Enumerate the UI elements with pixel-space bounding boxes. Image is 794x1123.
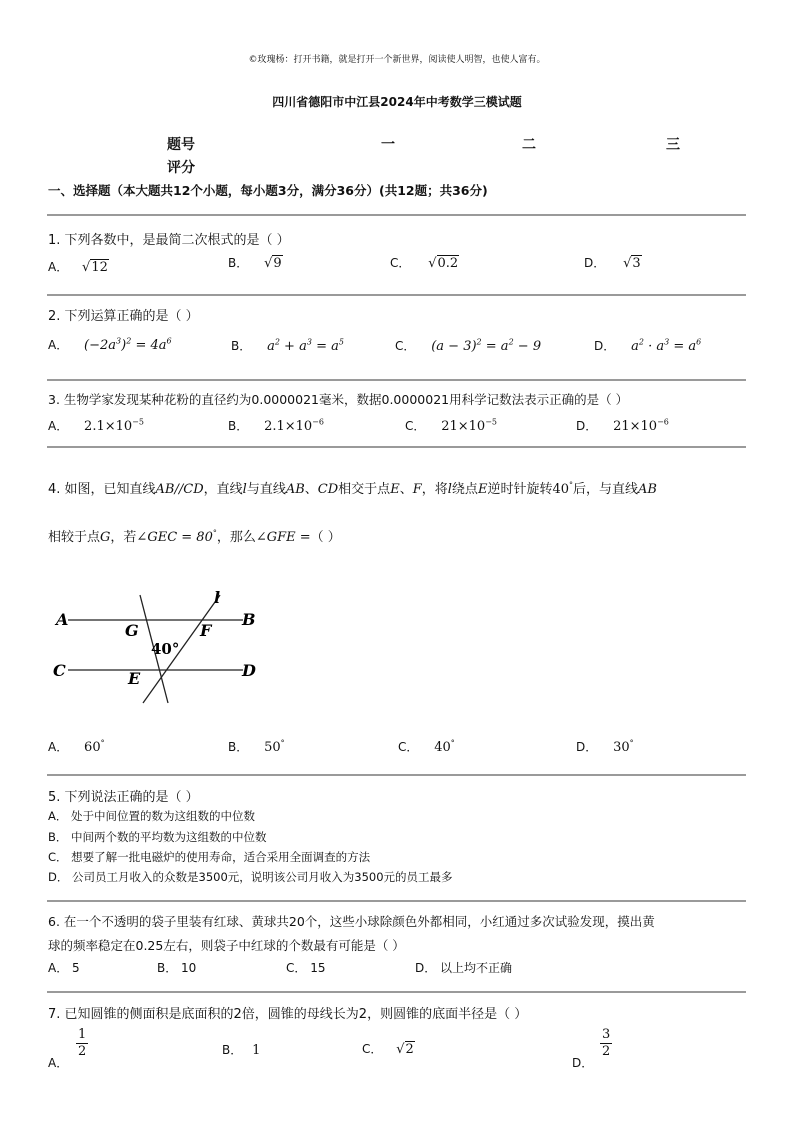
question-3-option-a	[48, 417, 144, 434]
divider	[47, 379, 746, 381]
math-exponent: 5	[338, 337, 344, 347]
math-text: 21×10	[441, 419, 486, 434]
option-label: C．	[398, 740, 419, 754]
label-f: F	[200, 621, 212, 640]
math-text: + a	[279, 339, 307, 354]
text: ，直线	[203, 482, 243, 497]
question-5-option-c: C． 想要了解一批电磁炉的使用寿命，适合采用全面调查的方法	[48, 850, 371, 864]
math-text: )	[121, 338, 127, 353]
question-7-option-d-label: D．	[572, 1056, 594, 1070]
denominator: 2	[602, 1044, 611, 1059]
option-label: A．	[48, 419, 69, 433]
math: E	[390, 482, 400, 497]
math: AB	[638, 482, 657, 497]
option-label: B．	[231, 339, 252, 353]
option-label: B．	[228, 419, 249, 433]
option-label: C．	[395, 339, 416, 353]
radicand: 9	[273, 256, 282, 271]
math-text: 40	[434, 740, 451, 755]
text: 逆时针旋转	[487, 482, 553, 497]
math-text: a	[631, 339, 639, 354]
question-5-option-d: D． 公司员工月收入的众数是3500元，说明该公司月收入为3500元的员工最多	[48, 870, 453, 884]
question-1-stem: 1. 下列各数中，是最简二次根式的是（ ）	[48, 233, 290, 248]
math-exponent: 6	[696, 337, 702, 347]
math-text: (−2a	[84, 338, 117, 353]
math-exponent: 2	[126, 336, 132, 346]
divider	[47, 774, 746, 776]
degree-sign: °	[450, 738, 455, 748]
text: 相较于点	[48, 530, 101, 545]
degree-sign: °	[212, 528, 217, 538]
question-6-stem-line1: 6. 在一个不透明的袋子里装有红球、黄球共20个，这些小球除颜色外都相同，小红通过多次试验发现，摸出黄	[48, 914, 655, 929]
math: ∠GFE =	[255, 530, 311, 545]
question-4-stem-line2	[48, 526, 341, 545]
question-4-figure	[48, 585, 278, 710]
degree-sign: °	[569, 480, 573, 490]
math: l	[447, 482, 452, 497]
question-1-option-a: A． √12	[48, 260, 108, 275]
score-table-col-2: 二	[522, 137, 536, 153]
question-4-option-d	[576, 738, 634, 755]
math-text: · a	[643, 339, 665, 354]
question-1-option-c: C． √0.2	[390, 256, 459, 271]
math: ∠GEC = 80	[136, 530, 213, 545]
radicand: 0.2	[437, 256, 459, 271]
score-table-label-question: 题号	[167, 137, 195, 153]
numerator: 1	[78, 1027, 87, 1042]
question-6-option-b: B． 10	[157, 961, 197, 975]
math: AB	[285, 482, 305, 497]
score-table-col-3: 三	[666, 137, 680, 153]
question-7-option-a-fraction	[76, 1027, 88, 1060]
question-5-option-b: B． 中间两个数的平均数为这组数的中位数	[48, 830, 267, 844]
option-label: D．	[584, 256, 606, 270]
question-1-option-d: D． √3	[584, 256, 641, 271]
header-motto: ©玫瑰杨：打开书籍，就是打开一个新世界，阅读使人明智，也使人富有。	[248, 55, 546, 65]
math-text: = a	[481, 339, 509, 354]
question-6-option-d: D． 以上均不正确	[415, 961, 513, 975]
math: AB//CD	[155, 482, 204, 497]
option-label: C．	[362, 1042, 383, 1056]
option-label: A．	[48, 260, 69, 274]
label-e: E	[128, 669, 141, 688]
radicand: 12	[91, 260, 108, 275]
math-text: − 9	[513, 339, 542, 354]
math: CD	[317, 482, 339, 497]
question-2-option-c	[395, 337, 541, 354]
math-text: 50	[264, 740, 281, 755]
text: ，将	[421, 482, 448, 497]
section-heading: 一、选择题（本大题共12个小题，每小题3分，满分36分）(共12题；共36分)	[48, 183, 488, 198]
math-exponent: 6	[166, 336, 172, 346]
question-4-option-c	[398, 738, 455, 755]
question-3-option-d	[576, 417, 669, 434]
question-4-option-b	[228, 738, 285, 755]
text: 后，与直线	[573, 482, 639, 497]
text: 与直线	[246, 482, 286, 497]
math-text: = a	[311, 339, 339, 354]
option-value: 1	[252, 1043, 261, 1058]
math-exponent: −5	[132, 417, 144, 427]
option-label: D．	[576, 419, 598, 433]
text: 4. 如图，已知直线	[48, 482, 156, 497]
option-label: D．	[576, 740, 598, 754]
question-2-option-d	[594, 337, 701, 354]
question-4-option-a	[48, 738, 105, 755]
question-1-option-b: B． √9	[228, 256, 282, 271]
option-label: D．	[594, 339, 616, 353]
math-exponent: 3	[116, 336, 122, 346]
question-4-stem-line1	[48, 478, 657, 497]
text: 、	[399, 482, 413, 497]
option-label: A．	[48, 740, 69, 754]
text: 绕点	[451, 482, 478, 497]
math-text: (a − 3)	[431, 339, 477, 354]
option-label: A．	[48, 338, 69, 352]
divider	[47, 991, 746, 993]
divider	[47, 214, 746, 216]
question-2-option-a	[48, 336, 172, 353]
math-text: 21×10	[613, 419, 658, 434]
label-d: D	[242, 661, 256, 680]
math-exponent: 2	[638, 337, 644, 347]
degree-sign: °	[629, 738, 634, 748]
question-2-stem: 2. 下列运算正确的是（ ）	[48, 309, 199, 324]
math-text: = a	[669, 339, 697, 354]
math-exponent: 2	[508, 337, 514, 347]
radicand: 2	[405, 1042, 414, 1057]
option-label: B．	[228, 740, 249, 754]
label-b: B	[242, 610, 256, 629]
label-l: l	[214, 588, 221, 607]
exam-title: 四川省德阳市中江县2024年中考数学三模试题	[272, 95, 522, 109]
option-label: C．	[390, 256, 411, 270]
question-6-option-c: C． 15	[286, 961, 326, 975]
math: 40	[552, 482, 569, 497]
question-7-stem: 7. 已知圆锥的侧面积是底面积的2倍，圆锥的母线长为2，则圆锥的底面半径是（ ）	[48, 1007, 528, 1022]
denominator: 2	[78, 1044, 87, 1059]
math-exponent: −6	[657, 417, 669, 427]
score-table-label-score: 评分	[167, 160, 195, 176]
question-7-option-a-label: A．	[48, 1056, 69, 1070]
math-text: 2.1×10	[84, 419, 133, 434]
question-2-option-b	[231, 337, 344, 354]
question-7-option-c: C． √2	[362, 1042, 414, 1057]
math-text: = 4a	[131, 338, 167, 353]
text: 相交于点	[338, 482, 391, 497]
math: E	[477, 482, 488, 497]
text: 、	[304, 482, 318, 497]
score-table-col-1: 一	[381, 137, 395, 153]
math-text: 30	[613, 740, 630, 755]
label-g: G	[125, 621, 139, 640]
text: （ ）	[310, 530, 341, 545]
question-3-option-b	[228, 417, 324, 434]
math: l	[242, 482, 247, 497]
divider	[47, 294, 746, 296]
question-7-option-b	[222, 1041, 260, 1058]
divider	[47, 900, 746, 902]
math: G	[100, 530, 111, 545]
numerator: 3	[602, 1027, 611, 1042]
divider	[47, 446, 746, 448]
option-label: C．	[405, 419, 426, 433]
math-exponent: 2	[476, 337, 482, 347]
question-3-option-c	[405, 417, 497, 434]
math-exponent: −5	[485, 417, 497, 427]
question-6-stem-line2: 球的频率稳定在0.25左右，则袋子中红球的个数最有可能是（ ）	[48, 938, 405, 953]
degree-sign: °	[280, 738, 285, 748]
math-exponent: 3	[306, 337, 312, 347]
math: F	[412, 482, 422, 497]
degree-sign: °	[100, 738, 105, 748]
question-6-option-a: A． 5	[48, 961, 80, 975]
question-5-stem: 5. 下列说法正确的是（ ）	[48, 790, 199, 805]
text: ，若	[110, 530, 137, 545]
question-7-option-d-fraction	[600, 1027, 612, 1060]
math-exponent: −6	[312, 417, 324, 427]
question-3-stem: 3. 生物学家发现某种花粉的直径约为0.0000021毫米，数据0.0000021用科学记数法表示正确的是（ ）	[48, 392, 629, 407]
question-5-option-a: A． 处于中间位置的数为这组数的中位数	[48, 809, 256, 823]
angle-label: 40°	[151, 640, 180, 658]
radicand: 3	[632, 256, 641, 271]
label-c: C	[53, 661, 66, 680]
math-exponent: 3	[664, 337, 670, 347]
option-label: B．	[228, 256, 249, 270]
label-a: A	[56, 610, 69, 629]
math-text: 2.1×10	[264, 419, 313, 434]
math-exponent: 2	[274, 337, 280, 347]
math-text: 60	[84, 740, 101, 755]
text: ，那么	[216, 530, 256, 545]
math-text: a	[267, 339, 275, 354]
option-label: B．	[222, 1043, 243, 1057]
